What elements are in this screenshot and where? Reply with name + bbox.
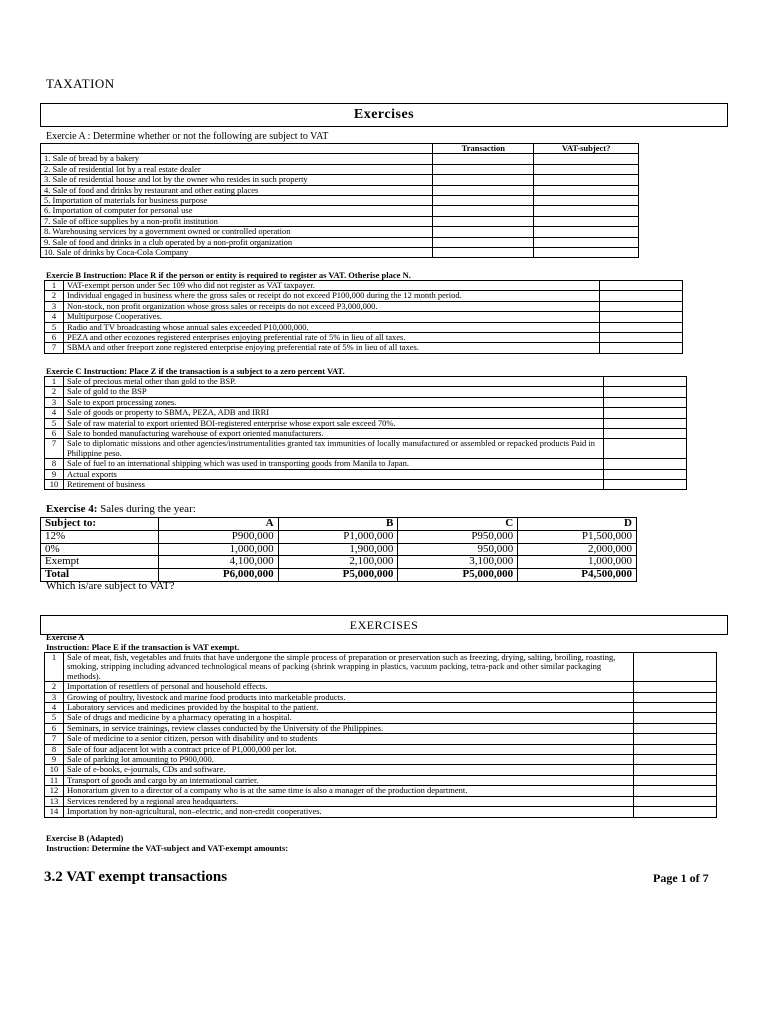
vat-subject-cell: [534, 164, 639, 174]
exercise-b2-label: Exercise B (Adapted): [46, 833, 124, 843]
exercise-a2-label: Exercise A: [46, 632, 85, 642]
item-text: Retirement of business: [64, 480, 604, 490]
table-row: [45, 281, 683, 291]
table-row: [45, 291, 683, 301]
item-text: 6. Importation of computer for personal use: [41, 206, 433, 216]
table-row: [45, 703, 717, 713]
item-text: 4. Sale of food and drinks by restaurant and other eating places: [41, 185, 433, 195]
exercise-c-table: [44, 376, 687, 490]
vat-subject-cell: [534, 206, 639, 216]
table-row: [41, 556, 637, 569]
vat-subject-cell: [534, 227, 639, 237]
item-number: 7: [45, 343, 64, 353]
answer-cell: [604, 480, 687, 490]
answer-cell: [634, 692, 717, 702]
table-row: [45, 408, 687, 418]
exercise-4-instruction: Sales during the year:: [97, 503, 196, 515]
table-row: [41, 185, 639, 195]
table-row: [45, 755, 717, 765]
item-number: 4: [45, 312, 64, 322]
item-number: 5: [45, 713, 64, 723]
table-row: [45, 397, 687, 407]
answer-cell: [600, 291, 683, 301]
answer-cell: [604, 459, 687, 469]
item-number: 10: [45, 765, 64, 775]
item-number: 3: [45, 397, 64, 407]
answer-cell: [634, 775, 717, 785]
item-text: Actual exports: [64, 469, 604, 479]
item-text: Importation of resettlers of personal and household effects.: [64, 682, 634, 692]
item-number: 3: [45, 692, 64, 702]
table-row: [41, 175, 639, 185]
table-row: [41, 154, 639, 164]
item-number: 14: [45, 807, 64, 817]
table-row: [41, 237, 639, 247]
row-label: 12%: [41, 530, 159, 543]
item-text: VAT-exempt person under Sec 109 who did not register as VAT taxpayer.: [64, 281, 600, 291]
answer-cell: [600, 312, 683, 322]
item-text: Sale of e-books, e-journals, CDs and software.: [64, 765, 634, 775]
amount-cell: 4,100,000: [158, 556, 278, 569]
table-row: [45, 734, 717, 744]
item-number: 5: [45, 418, 64, 428]
answer-cell: [604, 469, 687, 479]
item-text: 5. Importation of materials for business purpose: [41, 196, 433, 206]
item-text: Sale of fuel to an international shipping which was used in transporting goods from Manila to Japan.: [64, 459, 604, 469]
amount-cell: P1,000,000: [278, 530, 398, 543]
item-number: 8: [45, 744, 64, 754]
amount-cell: P1,500,000: [518, 530, 637, 543]
table-header-row: [41, 518, 637, 531]
amount-cell: P950,000: [398, 530, 518, 543]
item-number: 7: [45, 734, 64, 744]
answer-cell: [604, 418, 687, 428]
item-text: 9. Sale of food and drinks in a club operated by a non-profit organization: [41, 237, 433, 247]
item-text: Sale to diplomatic missions and other agencies/instrumentalities granted tax immunities of locally manufactured or assembled or repacked products Paid in Philippine peso.: [64, 439, 604, 459]
answer-cell: [600, 322, 683, 332]
item-number: 2: [45, 387, 64, 397]
answer-cell: [634, 786, 717, 796]
exercises-heading-2: EXERCISES: [40, 615, 728, 635]
exercise-c-instruction: Exercie C Instruction: Place Z if the transaction is a subject to a zero percent VAT.: [46, 366, 345, 376]
item-text: Importation by non-agricultural, non–electric, and non-credit cooperatives.: [64, 807, 634, 817]
item-number: 2: [45, 682, 64, 692]
amount-cell: A: [158, 518, 278, 531]
sales-table: [40, 517, 637, 582]
answer-cell: [634, 723, 717, 733]
answer-cell: [634, 682, 717, 692]
item-number: 1: [45, 377, 64, 387]
exercise-a-instruction: Exercie A : Determine whether or not the following are subject to VAT: [46, 131, 329, 142]
transaction-cell: [433, 227, 534, 237]
amount-cell: D: [518, 518, 637, 531]
transaction-cell: [433, 237, 534, 247]
vat-subject-cell: [534, 154, 639, 164]
item-number: 12: [45, 786, 64, 796]
item-number: 4: [45, 408, 64, 418]
table-row: [45, 439, 687, 459]
answer-cell: [604, 439, 687, 459]
item-number: 6: [45, 333, 64, 343]
table-row: [45, 429, 687, 439]
item-text: Sale of raw material to export oriented BOI-registered enterprise whose export sale exceed 70%.: [64, 418, 604, 428]
table-row: [41, 196, 639, 206]
table-row: [45, 786, 717, 796]
exercise-b-table: [44, 280, 683, 354]
item-number: 1: [45, 281, 64, 291]
item-text: Seminars, in service trainings, review classes conducted by the University of the Philippines.: [64, 723, 634, 733]
item-number: 9: [45, 469, 64, 479]
table-row: [45, 322, 683, 332]
transaction-cell: [433, 154, 534, 164]
answer-cell: [634, 734, 717, 744]
table-row: [45, 459, 687, 469]
answer-cell: [634, 807, 717, 817]
exercise-a-table: [40, 143, 639, 258]
table-row: [41, 530, 637, 543]
table-row: [45, 692, 717, 702]
exercise-4-label: Exercise 4:: [46, 503, 98, 515]
table-row: [45, 807, 717, 817]
item-text: 8. Warehousing services by a government owned or controlled operation: [41, 227, 433, 237]
answer-cell: [634, 713, 717, 723]
amount-cell: 2,000,000: [518, 543, 637, 556]
answer-cell: [604, 429, 687, 439]
item-text: Sale of precious metal other than gold to the BSP.: [64, 377, 604, 387]
item-number: 6: [45, 429, 64, 439]
amount-cell: P4,500,000: [518, 569, 637, 582]
amount-cell: B: [278, 518, 398, 531]
item-text: Individual engaged in business where the gross sales or receipt do not exceed P100,000 during the 12 month period.: [64, 291, 600, 301]
exercise-4-question: Which is/are subject to VAT?: [46, 580, 175, 592]
transaction-cell: [433, 164, 534, 174]
table-row: [41, 543, 637, 556]
exercise-4-heading: [46, 503, 196, 515]
item-text: Sale of four adjacent lot with a contract price of P1,000,000 per lot.: [64, 744, 634, 754]
table-row: [45, 469, 687, 479]
item-number: 3: [45, 301, 64, 311]
item-text: Sale to export processing zones.: [64, 397, 604, 407]
item-number: 5: [45, 322, 64, 332]
document-title: TAXATION: [46, 76, 115, 91]
answer-cell: [600, 281, 683, 291]
answer-cell: [600, 301, 683, 311]
table-row: [45, 343, 683, 353]
table-header-row: [41, 144, 639, 154]
item-number: 1: [45, 653, 64, 682]
table-row: [45, 480, 687, 490]
item-text: 1. Sale of bread by a bakery: [41, 154, 433, 164]
amount-cell: 1,900,000: [278, 543, 398, 556]
item-text: PEZA and other ecozones registered enterprises enjoying preferential rate of 5% in lieu of all taxes.: [64, 333, 600, 343]
transaction-cell: [433, 248, 534, 258]
answer-cell: [634, 744, 717, 754]
vat-subject-cell: [534, 237, 639, 247]
item-text: 3. Sale of residential house and lot by the owner who resides in such property: [41, 175, 433, 185]
item-number: 4: [45, 703, 64, 713]
table-row: [45, 312, 683, 322]
table-row: [41, 248, 639, 258]
vat-subject-column-header: VAT-subject?: [534, 144, 639, 154]
item-text: Growing of poultry, livestock and marine food products into marketable products.: [64, 692, 634, 702]
answer-cell: [600, 343, 683, 353]
item-text: 10. Sale of drinks by Coca-Cola Company: [41, 248, 433, 258]
transaction-cell: [433, 185, 534, 195]
item-number: 9: [45, 755, 64, 765]
table-row: [45, 796, 717, 806]
amount-cell: 1,000,000: [518, 556, 637, 569]
vat-subject-cell: [534, 185, 639, 195]
answer-cell: [634, 796, 717, 806]
transaction-cell: [433, 175, 534, 185]
item-number: 11: [45, 775, 64, 785]
answer-cell: [634, 703, 717, 713]
table-row: [45, 301, 683, 311]
amount-cell: 1,000,000: [158, 543, 278, 556]
exercise-a2-table: [44, 652, 717, 818]
item-text: Sale of gold to the BSP: [64, 387, 604, 397]
item-text: Non-stock, non profit organization whose gross sales or receipts do not exceed P3,000,000.: [64, 301, 600, 311]
item-text: Sale to bonded manufacturing warehouse of export oriented manufacturers.: [64, 429, 604, 439]
item-text: Radio and TV broadcasting whose annual sales exceeded P10,000,000.: [64, 322, 600, 332]
amount-cell: 2,100,000: [278, 556, 398, 569]
amount-cell: P5,000,000: [398, 569, 518, 582]
vat-subject-cell: [534, 196, 639, 206]
answer-cell: [604, 397, 687, 407]
amount-cell: 950,000: [398, 543, 518, 556]
answer-cell: [604, 387, 687, 397]
row-label: Total: [41, 569, 159, 582]
row-label: Exempt: [41, 556, 159, 569]
item-text: Sale of goods or property to SBMA, PEZA, ADB and IRRI: [64, 408, 604, 418]
answer-cell: [634, 765, 717, 775]
table-row: [45, 744, 717, 754]
table-row: [45, 653, 717, 682]
table-row: [41, 164, 639, 174]
vat-subject-cell: [534, 216, 639, 226]
item-text: SBMA and other freeport zone registered enterprise enjoying preferential rate of 5% in lieu of all taxes.: [64, 343, 600, 353]
table-row: [45, 775, 717, 785]
exercise-a2-instruction: Instruction: Place E if the transaction is VAT exempt.: [46, 642, 240, 652]
answer-cell: [634, 755, 717, 765]
transaction-cell: [433, 216, 534, 226]
item-text: Laboratory services and medicines provided by the hospital to the patient.: [64, 703, 634, 713]
table-row: [45, 418, 687, 428]
item-text: Honorarium given to a director of a company who is at the same time is also a manager of the production department.: [64, 786, 634, 796]
item-number: 7: [45, 439, 64, 459]
amount-cell: C: [398, 518, 518, 531]
transaction-cell: [433, 206, 534, 216]
vat-subject-cell: [534, 175, 639, 185]
amount-cell: P6,000,000: [158, 569, 278, 582]
exercises-heading: Exercises: [40, 103, 728, 127]
footer-title: 3.2 VAT exempt transactions: [44, 869, 228, 885]
item-text: Services rendered by a regional area headquarters.: [64, 796, 634, 806]
table-row: [45, 765, 717, 775]
item-text: Sale of parking lot amounting to P900,000.: [64, 755, 634, 765]
header-cell: [41, 144, 433, 154]
table-row: [41, 206, 639, 216]
item-text: 2. Sale of residential lot by a real estate dealer: [41, 164, 433, 174]
answer-cell: [604, 377, 687, 387]
table-row: [45, 682, 717, 692]
table-row: [45, 713, 717, 723]
page-number: Page 1 of 7: [653, 871, 709, 885]
exercise-b-instruction: Exercie B Instruction: Place R if the person or entity is required to register as VAT. Otherise place N.: [46, 270, 411, 280]
amount-cell: P900,000: [158, 530, 278, 543]
item-number: 8: [45, 459, 64, 469]
table-row: [45, 387, 687, 397]
row-label: Subject to:: [41, 518, 159, 531]
amount-cell: P5,000,000: [278, 569, 398, 582]
item-text: Transport of goods and cargo by an international carrier.: [64, 775, 634, 785]
transaction-column-header: Transaction: [433, 144, 534, 154]
amount-cell: 3,100,000: [398, 556, 518, 569]
answer-cell: [600, 333, 683, 343]
item-text: Sale of drugs and medicine by a pharmacy operating in a hospital.: [64, 713, 634, 723]
item-text: Sale of medicine to a senior citizen, person with disability and to students: [64, 734, 634, 744]
item-number: 13: [45, 796, 64, 806]
table-row: [45, 377, 687, 387]
table-row: [41, 216, 639, 226]
transaction-cell: [433, 196, 534, 206]
item-text: Multipurpose Cooperatives.: [64, 312, 600, 322]
item-number: 10: [45, 480, 64, 490]
table-row: [45, 723, 717, 733]
answer-cell: [634, 653, 717, 682]
row-label: 0%: [41, 543, 159, 556]
vat-subject-cell: [534, 248, 639, 258]
item-text: Sale of meat, fish, vegetables and fruits that have undergone the simple process of preparation or preservation such as freezing, drying, salting, broiling, roasting, smoking, stripping including advanced technological means of packing (shrink wrapping in plastics, vacuum packing, tetra-pack and other similar packaging methods).: [64, 653, 634, 682]
exercise-b2-instruction: Instruction: Determine the VAT-subject and VAT-exempt amounts:: [46, 843, 289, 853]
answer-cell: [604, 408, 687, 418]
table-row: [45, 333, 683, 343]
item-number: 2: [45, 291, 64, 301]
table-row: [41, 227, 639, 237]
item-text: 7. Sale of office supplies by a non-profit institution: [41, 216, 433, 226]
item-number: 6: [45, 723, 64, 733]
